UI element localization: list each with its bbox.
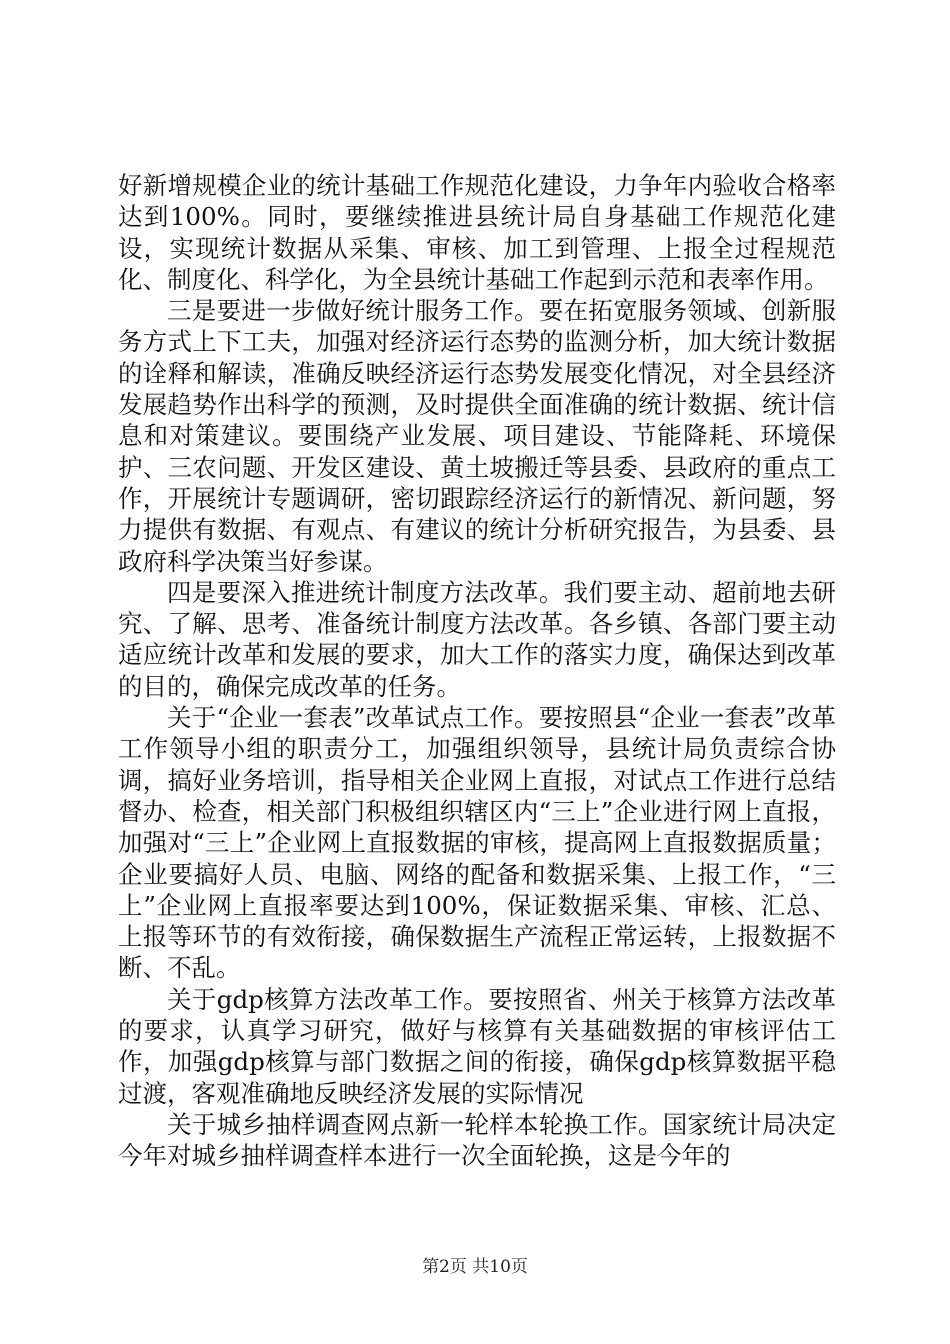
paragraph: 关于“企业一套表”改革试点工作。要按照县“企业一套表”改革工作领导小组的职责分工，加强组织领导，县统计局负责综合协调，搞好业务培训，指导相关企业网上直报，对试点工作进行总结督办、检查，相关部门积极组织辖区内“三上”企业进行网上直报，加强对“三上”企业网上直报数据的审核，提高网上直报数据质量；企业要搞好人员、电脑、网络的配备和数据采集、上报工作，“三上”企业网上直报率要达到100%，保证数据采集、审核、汇总、上报等环节的有效衔接，确保数据生产流程正常运转，上报数据不断、不乱。 bbox=[118, 703, 836, 983]
page-number-footer: 第2页 共10页 bbox=[422, 1257, 528, 1277]
paragraph: 关于城乡抽样调查网点新一轮样本轮换工作。国家统计局决定今年对城乡抽样调查样本进行一次全面轮换，这是今年的 bbox=[118, 1109, 836, 1171]
paragraph: 好新增规模企业的统计基础工作规范化建设，力争年内验收合格率达到100%。同时，要继续推进县统计局自身基础工作规范化建设，实现统计数据从采集、审核、加工到管理、上报全过程规范化、制度化、科学化，为全县统计基础工作起到示范和表率作用。 bbox=[118, 171, 836, 294]
paragraph: 三是要进一步做好统计服务工作。要在拓宽服务领域、创新服务方式上下工夫，加强对经济运行态势的监测分析，加大统计数据的诠释和解读，准确反映经济运行态势发展变化情况，对全县经济发展趋势作出科学的预测，及时提供全面准确的统计数据、统计信息和对策建议。要围绕产业发展、项目建设、节能降耗、环境保护、三农问题、开发区建设、黄土坡搬迁等县委、县政府的重点工作，开展统计专题调研，密切跟踪经济运行的新情况、新问题，努力提供有数据、有观点、有建议的统计分析研究报告，为县委、县政府科学决策当好参谋。 bbox=[118, 296, 836, 576]
document-body bbox=[118, 170, 836, 1172]
paragraph: 关于gdp核算方法改革工作。要按照省、州关于核算方法改革的要求，认真学习研究，做好与核算有关基础数据的审核评估工作，加强gdp核算与部门数据之间的衔接，确保gdp核算数据平稳过渡，客观准确地反映经济发展的实际情况 bbox=[118, 984, 836, 1108]
paragraph: 四是要深入推进统计制度方法改革。我们要主动、超前地去研究、了解、思考、准备统计制度方法改革。各乡镇、各部门要主动适应统计改革和发展的要求，加大工作的落实力度，确保达到改革的目的，确保完成改革的任务。 bbox=[118, 577, 836, 701]
